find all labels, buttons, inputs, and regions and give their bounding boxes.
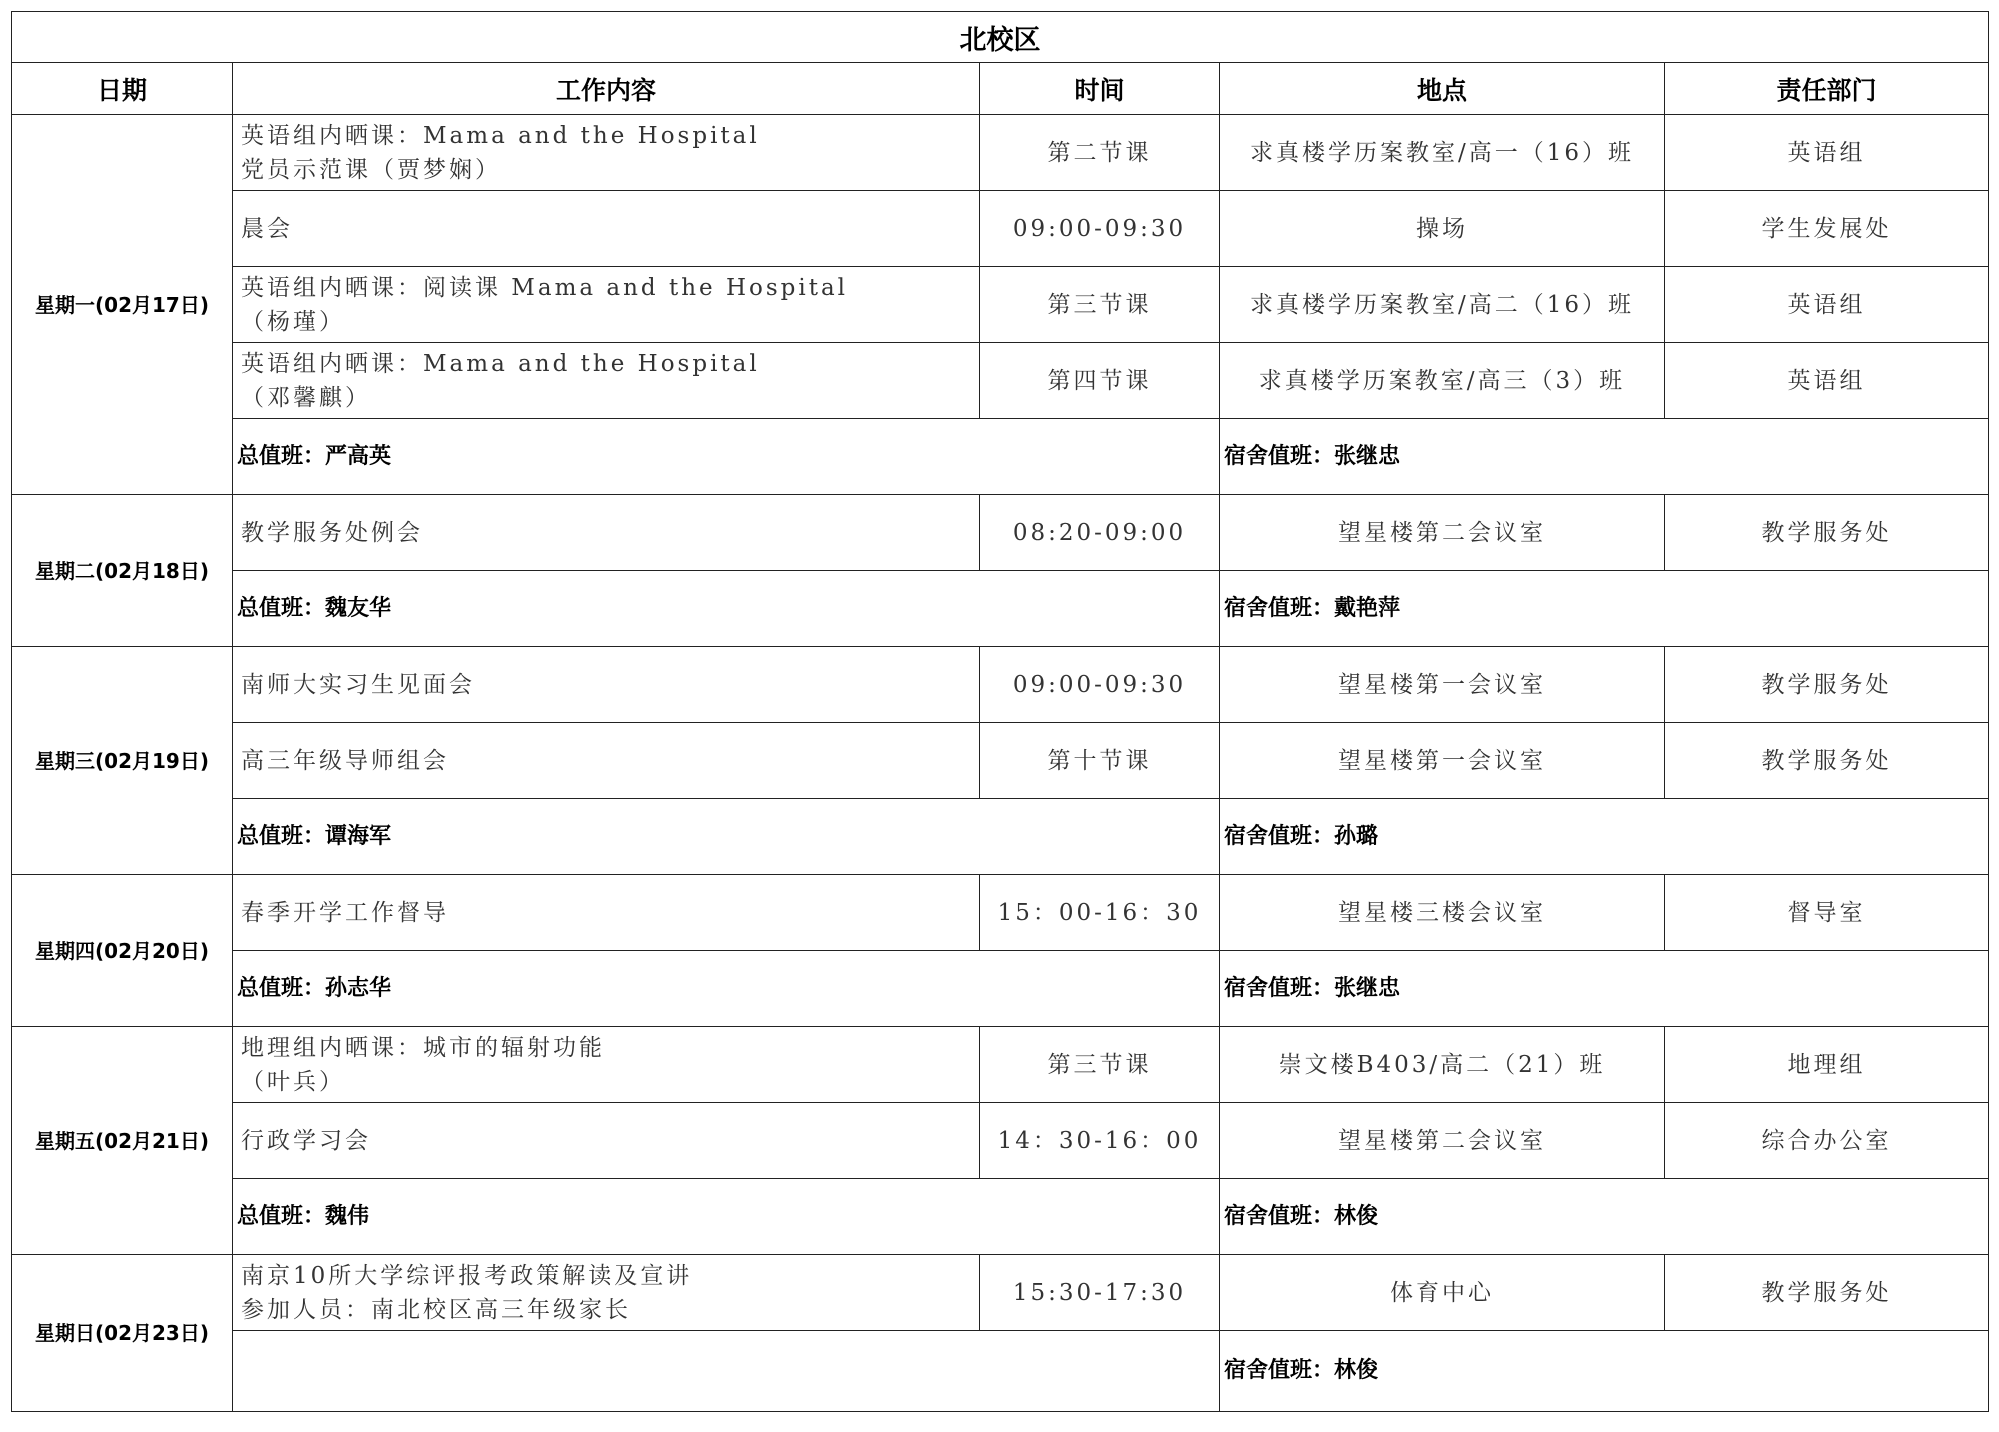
duty-row (12, 419, 1989, 495)
event-department-cell: 英语组 (1665, 267, 1989, 343)
event-time-cell: 第十节课 (980, 723, 1220, 799)
event-time-cell: 第三节课 (980, 1027, 1220, 1103)
event-location-cell: 望星楼第一会议室 (1220, 647, 1665, 723)
general-duty-label: 总值班： (237, 443, 326, 469)
general-duty-name: 谭海军 (325, 823, 392, 849)
header-time: 时间 (980, 63, 1220, 115)
event-location-cell: 望星楼第二会议室 (1220, 495, 1665, 571)
header-content: 工作内容 (233, 63, 980, 115)
header-location: 地点 (1220, 63, 1665, 115)
duty-row (12, 571, 1989, 647)
event-content-cell (233, 115, 980, 191)
event-content-line: 南京10所大学综评报考政策解读及宣讲 (241, 1262, 693, 1289)
event-content-cell (233, 723, 980, 799)
event-content-line: 春季开学工作督导 (241, 899, 449, 926)
event-department-cell: 教学服务处 (1665, 647, 1989, 723)
event-content-line: 行政学习会 (241, 1127, 371, 1154)
event-row (12, 343, 1989, 419)
dorm-duty-cell (1220, 419, 1989, 495)
event-content-line: 教学服务处例会 (241, 519, 423, 546)
day-date-cell: 星期四(02月20日) (12, 875, 233, 1027)
dorm-duty-label: 宿舍值班： (1224, 823, 1335, 849)
event-content-line: 英语组内晒课：Mama and the Hospital (241, 350, 760, 377)
dorm-duty-name: 林俊 (1334, 1358, 1379, 1383)
duty-row (12, 951, 1989, 1027)
general-duty-cell (233, 799, 1220, 875)
general-duty-cell (233, 419, 1220, 495)
event-content-line: 南师大实习生见面会 (241, 671, 475, 698)
day-date-cell: 星期三(02月19日) (12, 647, 233, 875)
general-duty-name: 孙志华 (325, 975, 392, 1001)
general-duty-cell (233, 1331, 1220, 1412)
event-row (12, 1103, 1989, 1179)
event-department-cell: 地理组 (1665, 1027, 1989, 1103)
dorm-duty-label: 宿舍值班： (1224, 975, 1335, 1001)
event-row (12, 191, 1989, 267)
event-time-cell: 09:00-09:30 (980, 647, 1220, 723)
event-location-cell: 求真楼学历案教室/高三（3）班 (1220, 343, 1665, 419)
dorm-duty-cell (1220, 799, 1989, 875)
dorm-duty-name: 张继忠 (1334, 975, 1401, 1001)
event-location-cell: 体育中心 (1220, 1255, 1665, 1331)
event-time-cell: 08:20-09:00 (980, 495, 1220, 571)
event-content-cell (233, 1255, 980, 1331)
schedule-table (11, 11, 1989, 1412)
event-time-cell: 第二节课 (980, 115, 1220, 191)
event-content-cell (233, 875, 980, 951)
general-duty-name: 魏友华 (325, 595, 392, 621)
event-content-line: 地理组内晒课：城市的辐射功能 (241, 1034, 605, 1061)
general-duty-name: 严高英 (325, 443, 392, 469)
dorm-duty-cell (1220, 1331, 1989, 1412)
event-content-cell (233, 191, 980, 267)
event-row (12, 647, 1989, 723)
event-content-line: 参加人员：南北校区高三年级家长 (241, 1296, 631, 1323)
dorm-duty-cell (1220, 571, 1989, 647)
day-date-cell: 星期一(02月17日) (12, 115, 233, 495)
day-date-cell: 星期二(02月18日) (12, 495, 233, 647)
event-department-cell: 教学服务处 (1665, 1255, 1989, 1331)
event-row (12, 495, 1989, 571)
general-duty-label: 总值班： (237, 595, 326, 621)
event-time-cell: 第四节课 (980, 343, 1220, 419)
general-duty-cell (233, 1179, 1220, 1255)
dorm-duty-label: 宿舍值班： (1224, 595, 1335, 621)
event-content-line: 党员示范课（贾梦娴） (241, 156, 501, 183)
dorm-duty-name: 戴艳萍 (1334, 595, 1401, 621)
duty-row (12, 799, 1989, 875)
event-time-cell: 09:00-09:30 (980, 191, 1220, 267)
event-location-cell: 求真楼学历案教室/高一（16）班 (1220, 115, 1665, 191)
event-location-cell: 操场 (1220, 191, 1665, 267)
event-row (12, 723, 1989, 799)
dorm-duty-label: 宿舍值班： (1224, 1358, 1335, 1383)
header-date: 日期 (12, 63, 233, 115)
event-department-cell: 督导室 (1665, 875, 1989, 951)
event-content-line: 英语组内晒课：阅读课 Mama and the Hospital (241, 274, 849, 301)
dorm-duty-cell (1220, 1179, 1989, 1255)
event-content-cell (233, 343, 980, 419)
schedule-body (12, 115, 1989, 1412)
dorm-duty-label: 宿舍值班： (1224, 1203, 1335, 1229)
general-duty-cell (233, 571, 1220, 647)
event-time-cell: 15:30-17:30 (980, 1255, 1220, 1331)
day-date-cell: 星期五(02月21日) (12, 1027, 233, 1255)
event-department-cell: 教学服务处 (1665, 495, 1989, 571)
event-row (12, 875, 1989, 951)
event-department-cell: 学生发展处 (1665, 191, 1989, 267)
general-duty-label: 总值班： (237, 823, 326, 849)
dorm-duty-name: 林俊 (1334, 1203, 1379, 1229)
dorm-duty-name: 孙璐 (1334, 823, 1379, 849)
event-row (12, 1027, 1989, 1103)
event-content-line: 晨会 (241, 215, 293, 242)
general-duty-name: 魏伟 (325, 1203, 370, 1229)
dorm-duty-label: 宿舍值班： (1224, 443, 1335, 469)
event-location-cell: 崇文楼B403/高二（21）班 (1220, 1027, 1665, 1103)
event-row (12, 1255, 1989, 1331)
event-content-cell (233, 267, 980, 343)
duty-row (12, 1179, 1989, 1255)
event-content-line: 高三年级导师组会 (241, 747, 449, 774)
event-content-line: 英语组内晒课：Mama and the Hospital (241, 122, 760, 149)
event-time-cell: 第三节课 (980, 267, 1220, 343)
event-time-cell: 14：30-16：00 (980, 1103, 1220, 1179)
general-duty-label: 总值班： (237, 1203, 326, 1229)
event-content-cell (233, 647, 980, 723)
day-date-cell: 星期日(02月23日) (12, 1255, 233, 1412)
event-content-cell (233, 1103, 980, 1179)
event-department-cell: 综合办公室 (1665, 1103, 1989, 1179)
event-department-cell: 英语组 (1665, 115, 1989, 191)
event-content-line: （杨瑾） (241, 308, 345, 335)
general-duty-label: 总值班： (237, 975, 326, 1001)
event-content-line: （邓馨麒） (241, 384, 371, 411)
event-location-cell: 望星楼第二会议室 (1220, 1103, 1665, 1179)
duty-row (12, 1331, 1989, 1412)
dorm-duty-name: 张继忠 (1334, 443, 1401, 469)
dorm-duty-cell (1220, 951, 1989, 1027)
event-location-cell: 望星楼三楼会议室 (1220, 875, 1665, 951)
header-department: 责任部门 (1665, 63, 1989, 115)
event-location-cell: 求真楼学历案教室/高二（16）班 (1220, 267, 1665, 343)
event-location-cell: 望星楼第一会议室 (1220, 723, 1665, 799)
general-duty-cell (233, 951, 1220, 1027)
event-department-cell: 教学服务处 (1665, 723, 1989, 799)
event-department-cell: 英语组 (1665, 343, 1989, 419)
campus-title: 北校区 (12, 12, 1989, 63)
event-row (12, 267, 1989, 343)
event-content-cell (233, 1027, 980, 1103)
event-time-cell: 15：00-16：30 (980, 875, 1220, 951)
event-row (12, 115, 1989, 191)
event-content-cell (233, 495, 980, 571)
event-content-line: （叶兵） (241, 1068, 345, 1095)
